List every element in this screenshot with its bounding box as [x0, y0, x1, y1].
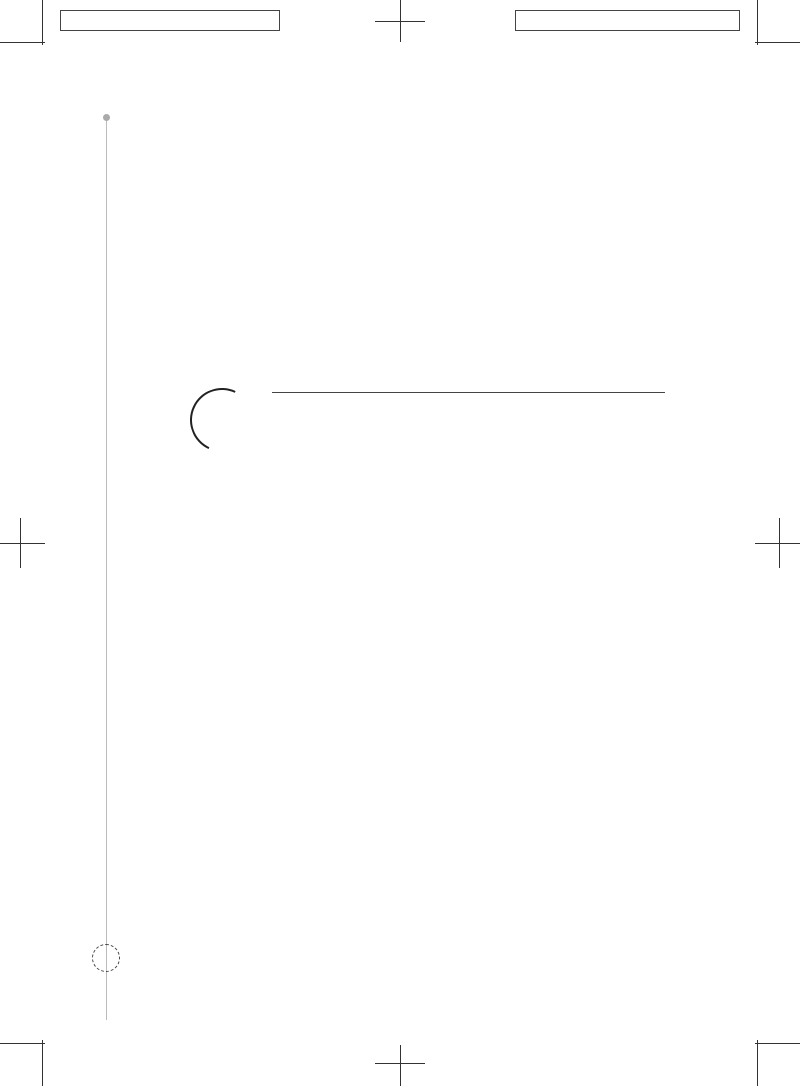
crop-mark — [42, 0, 43, 45]
crop-mark — [755, 42, 800, 43]
side-rule — [106, 120, 107, 1020]
crop-mark — [42, 1040, 43, 1086]
registration-mark — [375, 21, 425, 22]
registration-mark — [20, 518, 21, 568]
chapter-arc-decoration — [181, 379, 263, 461]
page-number-circle — [92, 944, 120, 972]
chapter-rule — [272, 392, 665, 393]
crop-mark — [757, 0, 758, 45]
registration-mark — [400, 1045, 401, 1086]
registration-mark — [375, 1063, 425, 1064]
registration-mark — [0, 543, 45, 544]
crop-mark — [0, 1043, 45, 1044]
color-bar-right — [515, 10, 740, 31]
crop-mark — [757, 1040, 758, 1086]
crop-mark — [0, 42, 45, 43]
page-number-badge — [92, 944, 120, 972]
crop-mark — [755, 1043, 800, 1044]
side-dot — [103, 114, 110, 121]
registration-mark — [755, 543, 800, 544]
color-bar-left — [60, 10, 280, 31]
registration-mark — [779, 518, 780, 568]
chapter-heading[interactable] — [0, 400, 800, 440]
